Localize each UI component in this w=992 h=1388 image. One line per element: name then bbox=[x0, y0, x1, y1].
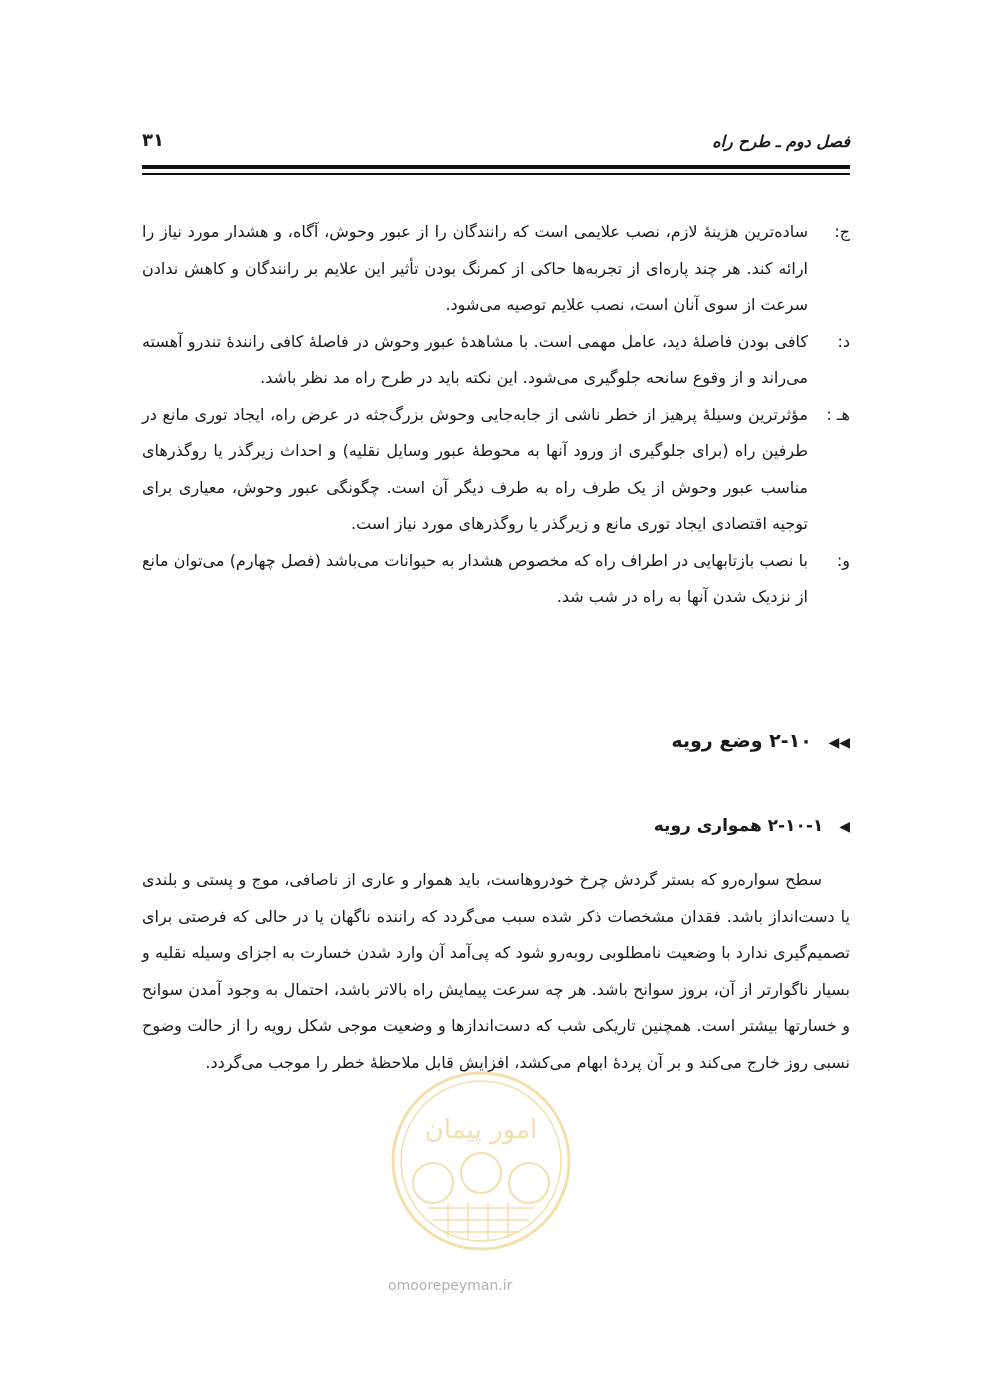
double-arrow-icon: ◀◀ bbox=[828, 735, 850, 751]
watermark-logo-text: امور پیمان bbox=[424, 1115, 538, 1145]
item-label: هـ : bbox=[826, 404, 850, 424]
item-label: د: bbox=[837, 331, 850, 351]
body-paragraph: سطح سواره‌رو که بستر گردش چرخ خودروهاست، باید هموار و عاری از ناصافی، موج و پستی و بلندی یا دست‌انداز باشد. فقدان مشخصات ذکر شده سبب می‌گردد که راننده ناگهان یا در حالی که فرصتی برای تصمیم‌گیری ندارد با وضعیت نامطلوبی روبه‌رو شود که پی‌آمد آن وارد شدن خسارت به اجزای وسیله نقلیه و بسیار ناگوارتر از آن، بروز سوانح باشد. هر چه سرعت پیمایش راه بالاتر باشد، احتمال به وجود آمدن سوانح و خسارتها بیشتر است. همچنین تاریکی شب که دست‌اندازها و وضعیت موجی شکل رویه را از حالت وضوح نسبی روز خارج می‌کند و بر آن پردهٔ ابهام می‌کشد، افزایش قابل ملاحظهٔ خطر را موجب می‌گردد. bbox=[142, 870, 850, 1072]
watermark-url: omoorepeyman.ir bbox=[388, 1278, 513, 1294]
arrow-icon: ◀ bbox=[839, 819, 850, 835]
list-item-h bbox=[142, 397, 850, 543]
list-item-j bbox=[142, 214, 850, 324]
item-text: با نصب بازتابهایی در اطراف راه که مخصوص هشدار به حیوانات می‌باشد (فصل چهارم) می‌توان مانع از نزدیک شدن آنها به راه در شب شد. bbox=[142, 550, 808, 606]
page-number: ۳۱ bbox=[142, 130, 164, 151]
header-rule-thin bbox=[142, 173, 850, 175]
section-heading bbox=[671, 730, 850, 752]
section-title: ۲-۱۰ وضع رویه bbox=[671, 730, 812, 752]
item-label: ج: bbox=[834, 222, 850, 241]
item-text: ساده‌ترین هزینهٔ لازم، نصب علایمی است که رانندگان را از عبور وحوش، آگاه، و هشدار مورد نیاز را ارائه کند. هر چند پاره‌ای از تجربه‌ها حاکی از کمرنگ بودن تأثیر این علایم بر رانندگان و کاهش ندادن سرعت از سوی آنان است، نصب علایم توصیه می‌شود. bbox=[142, 222, 808, 314]
subsection-title: ۲-۱۰-۱ همواری رویه bbox=[653, 816, 824, 836]
item-list bbox=[142, 214, 850, 616]
list-item-d bbox=[142, 324, 850, 397]
subsection-heading bbox=[654, 816, 850, 836]
watermark-logo bbox=[388, 1068, 574, 1254]
page-header bbox=[142, 128, 850, 158]
chapter-title: فصل دوم ـ طرح راه bbox=[712, 132, 850, 151]
item-label: و: bbox=[836, 550, 850, 570]
list-item-v bbox=[142, 543, 850, 616]
item-text: کافی بودن فاصلهٔ دید، عامل مهمی است. با مشاهدهٔ عبور وحوش در فاصلهٔ کافی رانندهٔ تندرو آهسته می‌راند و از وقوع سانحه جلوگیری می‌شود. این نکته باید در طرح راه مد نظر باشد. bbox=[142, 331, 808, 387]
item-text: مؤثرترین وسیلهٔ پرهیز از خطر ناشی از جابه‌جایی وحوش بزرگ‌جثه در عرض راه، ایجاد توری مانع در طرفین راه (برای جلوگیری از ورود آنها به محوطهٔ عبور وسایل نقلیه) و احداث زیرگذر یا روگذرهای مناسب عبور وحوش از یک طرف راه به طرف دیگر آن است. چگونگی عبور وحوش، معیاری برای توجیه اقتصادی ایجاد توری مانع و زیرگذر یا روگذرهای مورد نیاز است. bbox=[142, 404, 808, 533]
header-rule-thick bbox=[142, 165, 850, 169]
